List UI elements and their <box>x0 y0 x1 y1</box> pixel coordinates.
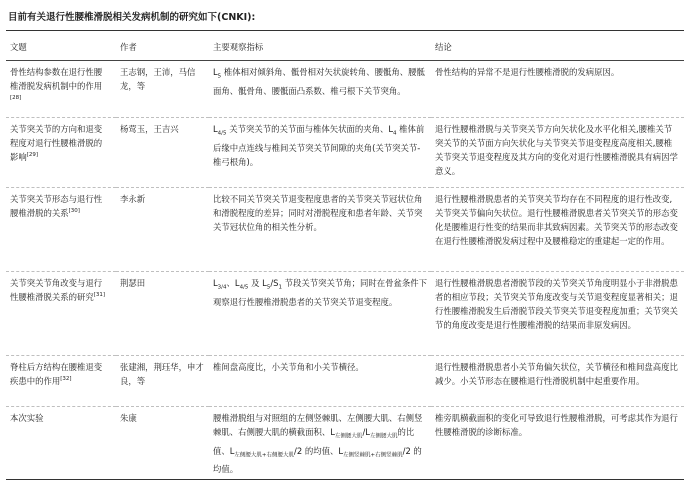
row-authors: 杨莺玉，王吉兴 <box>116 118 209 188</box>
row-authors: 荆瑟田 <box>116 272 209 356</box>
row-indicator: 比较不同关节突关节退变程度患者的关节突关节冠状位角和滑脱程度的差异；同时对滑脱程度和患者年龄、关节突关节冠状位角的相关性分析。 <box>209 188 431 272</box>
table-row <box>6 61 684 118</box>
title-text: 骨性结构参数在退行性腰椎滑脱发病机制中的作用 <box>10 67 103 91</box>
header-authors: 作者 <box>116 31 209 61</box>
title-text: 关节突关节角改变与退行性腰椎滑脱关系的研究 <box>10 278 103 302</box>
title-text: 关节突关节形态与退行性腰椎滑脱的关系 <box>10 194 103 218</box>
reference-mark[interactable]: [30] <box>68 208 80 214</box>
header-title: 文题 <box>6 31 116 61</box>
row-indicator: $L_{4/5}$ 关节突关节的关节面与椎体矢状面的夹角、$L_4$ 椎体前后缘中点连线与椎间关节突关节间隙的夹角(关节突关节-椎弓根角)。 <box>209 118 431 188</box>
table-row <box>6 188 684 272</box>
row-title <box>6 356 116 407</box>
row-title <box>6 61 116 118</box>
row-authors: 张建湘，荆珏华，申才良，等 <box>116 356 209 407</box>
reference-mark[interactable]: [32] <box>60 376 72 382</box>
title-text: 脊柱后方结构在腰椎退变疾患中的作用 <box>10 362 103 386</box>
row-conclusion: 退行性腰椎滑脱与关节突关节方向矢状化及水平化相关,腰椎关节突关节的关节面方向矢状化与关节突关节退变程度高度相关,腰椎关节突关节退变程度及其方向的变化对退行性腰椎滑脱具有病因学意义。 <box>431 118 684 188</box>
table-caption: 目前有关退行性腰椎滑脱相关发病机制的研究如下(CNKI): <box>8 12 256 23</box>
row-conclusion: 骨性结构的异常不是退行性腰椎滑脱的发病原因。 <box>431 61 684 118</box>
table-row <box>6 118 684 188</box>
row-title: 本次实验 <box>6 407 116 480</box>
row-indicator: $L_{3/4}$、$L_{4/5}$ 及 $L_5/S_1$ 节段关节突关节角；同时在骨盆条件下观察退行性腰椎滑脱患者的关节突关节退变程度。 <box>209 272 431 356</box>
row-indicator: 椎间盘高度比，小关节角和小关节横径。 <box>209 356 431 407</box>
reference-mark[interactable]: [31] <box>93 292 106 298</box>
row-conclusion: 退行性腰椎滑脱患者的关节突关节均存在不同程度的退行性改变,关节突关节偏向矢状位。退行性腰椎滑脱患者关节突关节的形态变化是腰椎退行性变的结果而非其致病因素。关节突关节的形态改变在退行性腰椎滑脱发病过程中及腰椎稳定的重建起一定的作用。 <box>431 188 684 272</box>
header-indicators: 主要观察指标 <box>209 31 431 61</box>
row-conclusion: 椎旁肌横截面积的变化可导致退行性腰椎滑脱，可考虑其作为退行性腰椎滑脱的诊断标准。 <box>431 407 684 480</box>
row-authors: 朱康 <box>116 407 209 480</box>
table-row <box>6 356 684 407</box>
row-conclusion: 退行性腰椎滑脱患者滑脱节段的关节突关节角度明显小于非滑脱患者的相应节段；关节突关节角度改变与关节退变程度显著相关；退行性腰椎滑脱发生后滑脱节段关节突关节退变程度加重；关节突关节的角度改变是退行性腰椎滑脱的结果而非原发病因。 <box>431 272 684 356</box>
row-indicator: $L_5$ 椎体相对倾斜角、骶骨相对矢状旋转角、腰骶角、腰骶面角、骶骨角、腰骶面凸系数、椎弓根下关节突角。 <box>209 61 431 118</box>
row-indicator: 腰椎滑脱组与对照组的左侧竖棘肌、左侧腰大肌、右侧竖棘肌、右侧腰大肌的横截面积、$L_{左侧腰大肌}/L_{左侧腰大肌}$的比值、$L_{左侧腰大肌+右侧腰大肌}/2$ 的均值、$L_{左侧竖棘肌+右侧竖棘肌}/2$ 的均值。 <box>209 407 431 480</box>
row-title <box>6 188 116 272</box>
header-row <box>6 31 684 61</box>
header-conclusion: 结论 <box>431 31 684 61</box>
reference-mark[interactable]: [28] <box>10 95 22 101</box>
row-authors: 李永新 <box>116 188 209 272</box>
row-title <box>6 272 116 356</box>
table-row <box>6 272 684 356</box>
title-text: 关节突关节的方向和退变程度对退行性腰椎滑脱的影响 <box>10 124 103 162</box>
row-conclusion: 退行性腰椎滑脱患者小关节角偏矢状位，关节横径和椎间盘高度比减少。小关节形态在腰椎退行性滑脱机制中起重要作用。 <box>431 356 684 407</box>
table-row <box>6 407 684 480</box>
reference-mark[interactable]: [29] <box>26 152 39 158</box>
row-title <box>6 118 116 188</box>
research-table <box>6 30 684 480</box>
row-authors: 王志钢，王沛，马信龙，等 <box>116 61 209 118</box>
